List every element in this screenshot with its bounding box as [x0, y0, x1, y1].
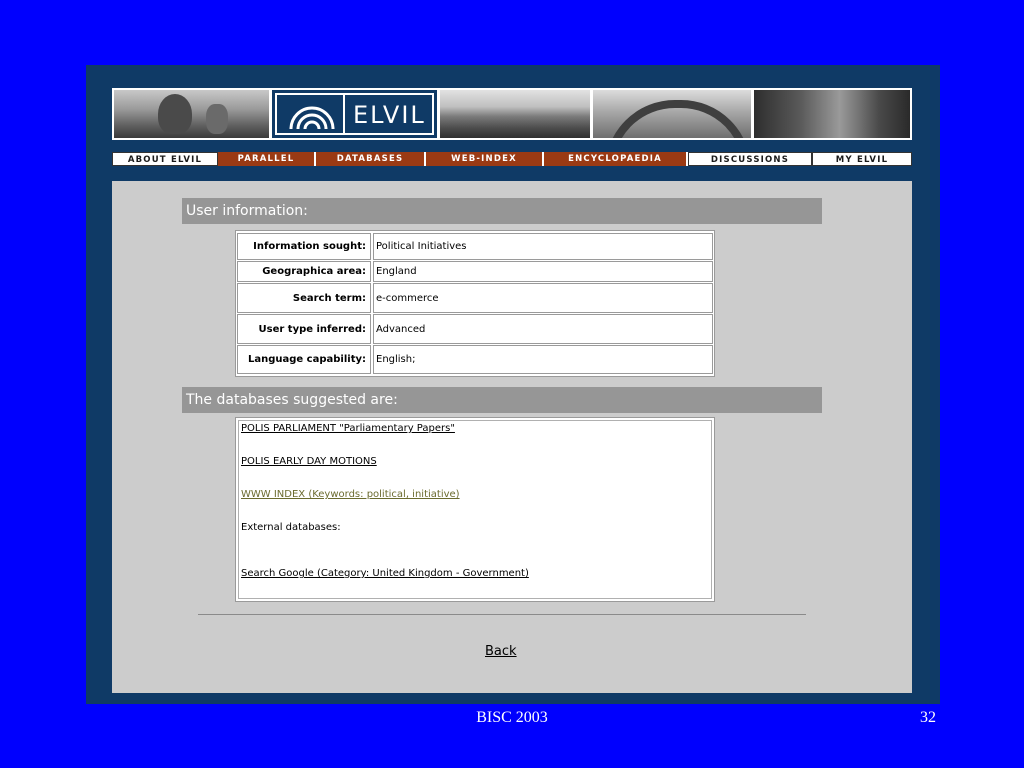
table-row: [237, 283, 713, 313]
info-value: English;: [373, 345, 713, 374]
info-value: e-commerce: [373, 283, 713, 313]
logo-text: ELVIL: [353, 101, 426, 129]
table-row: [237, 314, 713, 344]
slide-footer: BISC 2003: [476, 709, 548, 726]
slide-page-number: 32: [920, 709, 936, 726]
db-link-polis-parliament[interactable]: POLIS PARLIAMENT "Parliamentary Papers": [241, 423, 455, 434]
databases-list: [235, 417, 715, 602]
site-banner: [112, 88, 912, 140]
info-label: Language capability:: [237, 345, 371, 374]
nav-discussions[interactable]: DISCUSSIONS: [688, 152, 812, 166]
banner-photo-urns: [114, 90, 269, 138]
table-row: [237, 261, 713, 282]
info-label: Geographica area:: [237, 261, 371, 282]
nav-about-elvil[interactable]: ABOUT ELVIL: [112, 152, 218, 166]
db-link-google[interactable]: Search Google (Category: United Kingdom - Government): [241, 568, 529, 579]
info-value: England: [373, 261, 713, 282]
nav-parallel[interactable]: PARALLEL: [218, 152, 316, 166]
content-panel: [112, 181, 912, 693]
table-row: [237, 233, 713, 260]
user-info-table: [235, 230, 715, 377]
table-row: [237, 345, 713, 374]
divider: [198, 614, 806, 615]
info-value: Advanced: [373, 314, 713, 344]
databases-header: The databases suggested are:: [182, 387, 822, 413]
external-databases-label: External databases:: [241, 522, 341, 533]
info-label: User type inferred:: [237, 314, 371, 344]
user-info-header: User information:: [182, 198, 822, 224]
logo-arcs-icon: [287, 103, 337, 131]
banner-photo-street: [754, 90, 910, 138]
nav-databases[interactable]: DATABASES: [316, 152, 426, 166]
main-nav: [112, 152, 912, 166]
elvil-logo[interactable]: [272, 90, 437, 138]
db-link-www-index[interactable]: WWW INDEX (Keywords: political, initiative): [241, 489, 460, 500]
db-link-polis-edm[interactable]: POLIS EARLY DAY MOTIONS: [241, 456, 377, 467]
info-label: Information sought:: [237, 233, 371, 260]
info-label: Search term:: [237, 283, 371, 313]
back-link[interactable]: Back: [485, 644, 517, 659]
banner-photo-river: [440, 90, 590, 138]
nav-web-index[interactable]: WEB-INDEX: [426, 152, 544, 166]
nav-my-elvil[interactable]: MY ELVIL: [812, 152, 912, 166]
banner-photo-arch: [593, 90, 751, 138]
nav-encyclopaedia[interactable]: ENCYCLOPAEDIA: [544, 152, 688, 166]
info-value: Political Initiatives: [373, 233, 713, 260]
